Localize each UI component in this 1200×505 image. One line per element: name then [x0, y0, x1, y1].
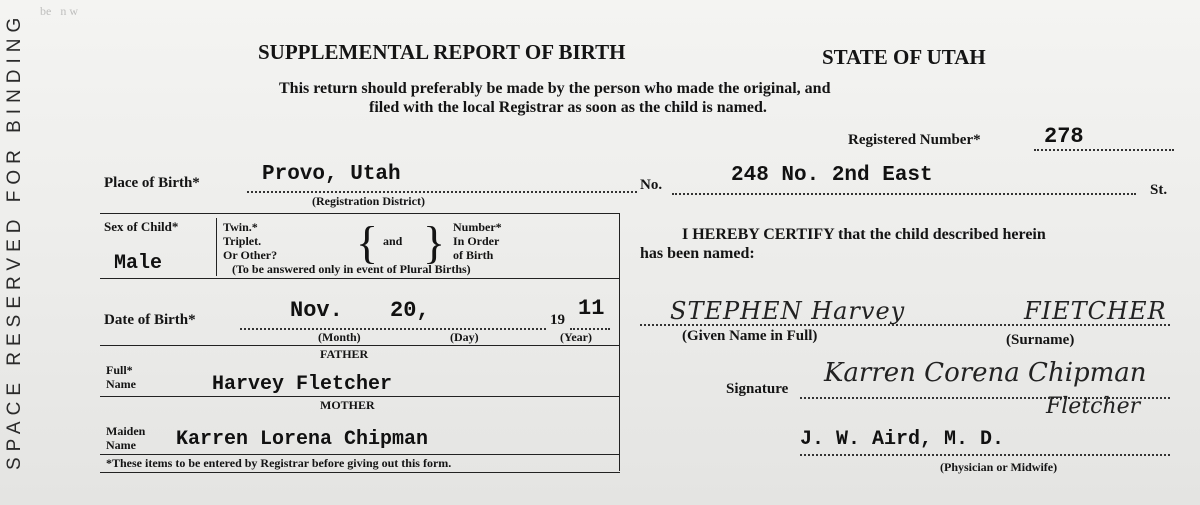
- mother-row-bottom-border: [100, 454, 620, 455]
- parent-signature: Karren Corena Chipman: [824, 358, 1147, 388]
- binding-margin-text: SPACE RESERVED FOR BINDING: [4, 11, 25, 470]
- physician-value: J. W. Aird, M. D.: [800, 428, 1005, 451]
- instruction-line-2: filed with the local Registrar as soon as the child is named.: [369, 99, 767, 116]
- birth-month-value: Nov.: [290, 298, 343, 323]
- certify-line-2: has been named:: [640, 245, 755, 262]
- and-label: and: [383, 234, 403, 248]
- physician-line: [800, 454, 1170, 456]
- of-birth-label: of Birth: [453, 248, 494, 262]
- year-label: (Year): [560, 330, 592, 344]
- number-label: Number*: [453, 220, 502, 234]
- sex-divider: [216, 218, 217, 276]
- bleed-through-text: be n w: [40, 4, 78, 18]
- physician-label: (Physician or Midwife): [940, 460, 1058, 474]
- box-bottom-border: [100, 472, 620, 473]
- street-value: 248 No. 2nd East: [731, 164, 933, 187]
- father-full-label: Full*: [106, 363, 133, 377]
- day-label: (Day): [450, 330, 479, 344]
- box-top-border: [100, 213, 620, 214]
- in-order-label: In Order: [453, 234, 500, 248]
- month-label: (Month): [318, 330, 361, 344]
- birth-year-prefix: 19: [550, 312, 565, 328]
- twin-label: Twin.*: [223, 220, 258, 234]
- date-of-birth-label: Date of Birth*: [104, 312, 196, 328]
- left-brace: {: [356, 217, 379, 268]
- sex-row-bottom-border: [100, 278, 620, 279]
- date-of-birth-line: [240, 328, 546, 330]
- signature-label: Signature: [726, 381, 789, 397]
- plural-births-note: (To be answered only in event of Plural Births): [232, 262, 471, 276]
- registrar-footnote: *These items to be entered by Registrar before giving out this form.: [106, 456, 452, 470]
- registered-number-line: [1034, 149, 1174, 151]
- registered-number-label: Registered Number*: [848, 132, 981, 148]
- place-of-birth-line: [247, 191, 637, 193]
- mother-maiden-label: Maiden: [106, 424, 146, 438]
- birth-day-value: 20,: [390, 298, 430, 323]
- parent-signature-surname: Fletcher: [1046, 394, 1141, 419]
- father-row-bottom-border: [100, 396, 620, 397]
- state-title: STATE OF UTAH: [822, 45, 986, 69]
- right-brace: }: [423, 217, 446, 268]
- surname-label: (Surname): [1006, 332, 1075, 348]
- place-of-birth-value: Provo, Utah: [262, 163, 401, 186]
- sex-of-child-value: Male: [114, 252, 163, 275]
- registration-district-label: (Registration District): [312, 194, 425, 208]
- form-title: SUPPLEMENTAL REPORT OF BIRTH: [258, 40, 626, 64]
- street-line: [672, 193, 1136, 195]
- or-other-label: Or Other?: [223, 248, 278, 262]
- triplet-label: Triplet.: [223, 234, 262, 248]
- dob-row-bottom-border: [100, 345, 620, 346]
- sex-of-child-label: Sex of Child*: [104, 219, 179, 234]
- street-suffix-label: St.: [1150, 182, 1168, 198]
- box-right-border: [619, 213, 620, 471]
- mother-name-label: Name: [106, 438, 136, 452]
- instruction-line-1: This return should preferably be made by the person who made the original, and: [279, 80, 831, 97]
- mother-heading: MOTHER: [320, 398, 375, 412]
- birth-year-value: 11: [578, 296, 605, 321]
- street-number-label: No.: [640, 177, 663, 193]
- father-name-label: Name: [106, 377, 136, 391]
- father-name-value: Harvey Fletcher: [212, 373, 393, 396]
- registered-number-value: 278: [1044, 124, 1084, 149]
- father-heading: FATHER: [320, 347, 369, 361]
- place-of-birth-label: Place of Birth*: [104, 175, 200, 191]
- child-given-name-value: STEPHEN Harvey: [670, 297, 906, 325]
- given-name-label: (Given Name in Full): [682, 328, 818, 344]
- mother-name-value: Karren Lorena Chipman: [176, 428, 429, 451]
- certify-line-1: I HEREBY CERTIFY that the child described herein: [682, 226, 1046, 243]
- child-surname-value: FIETCHER: [1024, 297, 1167, 325]
